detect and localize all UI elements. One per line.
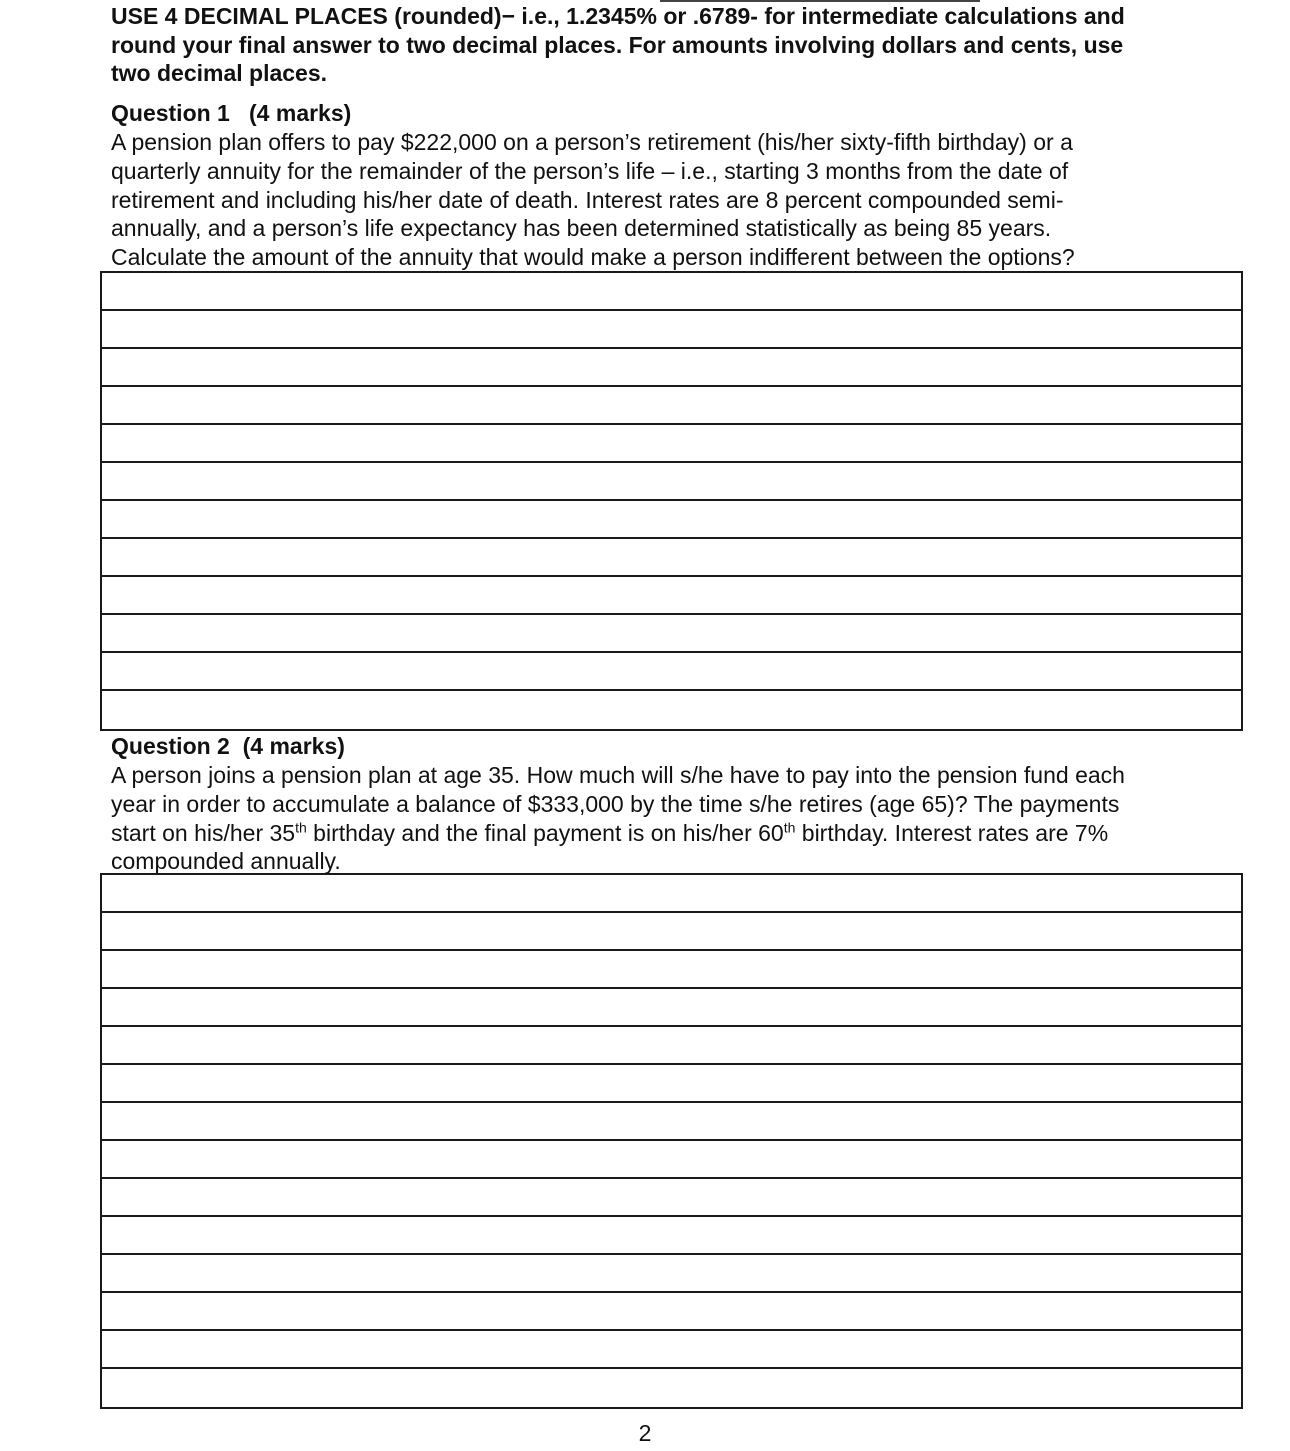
answer-line[interactable] [102,989,1241,1027]
answer-line[interactable] [102,387,1241,425]
question-2-text [111,761,1125,876]
instructions-line: USE 4 DECIMAL PLACES (rounded)− i.e., 1.2345% or .6789- for intermediate calculations and [111,3,1125,29]
answer-line[interactable] [102,577,1241,615]
answer-line[interactable] [102,1255,1241,1293]
instructions-block [111,2,1251,88]
answer-line[interactable] [102,1369,1241,1407]
answer-line[interactable] [102,349,1241,387]
question-2-line: year in order to accumulate a balance of $333,000 by the time s/he retires (age 65)? The payments [111,790,1120,817]
answer-line[interactable] [102,1065,1241,1103]
question-2-line-part: birthday. Interest rates are 7% [795,819,1109,846]
answer-line[interactable] [102,951,1241,989]
question-2-heading: Question 2 (4 marks) [111,733,345,759]
answer-line[interactable] [102,1293,1241,1331]
answer-line[interactable] [102,1103,1241,1141]
question-1-line: A pension plan offers to pay $222,000 on a person’s retirement (his/her sixty-fifth birthday) or a [111,129,1073,155]
answer-line[interactable] [102,273,1241,311]
answer-line[interactable] [102,425,1241,463]
instructions-line: round your final answer to two decimal places. For amounts involving dollars and cents, use [111,31,1124,58]
question-2-line-part: birthday and the final payment is on his/her 60 [306,819,784,846]
answer-line[interactable] [102,539,1241,577]
instructions-line: two decimal places. [111,60,328,87]
ordinal-suffix: th [295,818,307,835]
answer-line[interactable] [102,1027,1241,1065]
question-2-answer-box[interactable] [100,873,1243,1409]
answer-line[interactable] [102,1217,1241,1255]
question-2-line [111,819,1125,848]
question-1-text [111,128,1075,272]
question-2-line: compounded annually. [111,848,341,875]
answer-line[interactable] [102,691,1241,729]
question-1-answer-box[interactable] [100,271,1243,731]
answer-line[interactable] [102,615,1241,653]
question-1-heading: Question 1 (4 marks) [111,100,352,126]
answer-line[interactable] [102,463,1241,501]
ordinal-suffix: th [783,818,796,835]
page-number: 2 [638,1420,652,1446]
question-1-line: Calculate the amount of the annuity that would make a person indifferent between the options? [111,244,1075,271]
answer-line[interactable] [102,1179,1241,1217]
question-1-line: quarterly annuity for the remainder of the person’s life – i.e., starting 3 months from the date of [111,157,1069,184]
answer-line[interactable] [102,311,1241,349]
answer-line[interactable] [102,1141,1241,1179]
answer-line[interactable] [102,501,1241,539]
question-1-line: retirement and including his/her date of death. Interest rates are 8 percent compounded semi- [111,186,1064,213]
question-2-line: A person joins a pension plan at age 35. How much will s/he have to pay into the pension fund each [111,762,1125,788]
question-1-line: annually, and a person’s life expectancy has been determined statistically as being 85 years. [111,215,1052,242]
question-2-line-part: start on his/her 35 [111,819,296,846]
answer-line[interactable] [102,653,1241,691]
answer-line[interactable] [102,1331,1241,1369]
answer-line[interactable] [102,875,1241,913]
answer-line[interactable] [102,913,1241,951]
